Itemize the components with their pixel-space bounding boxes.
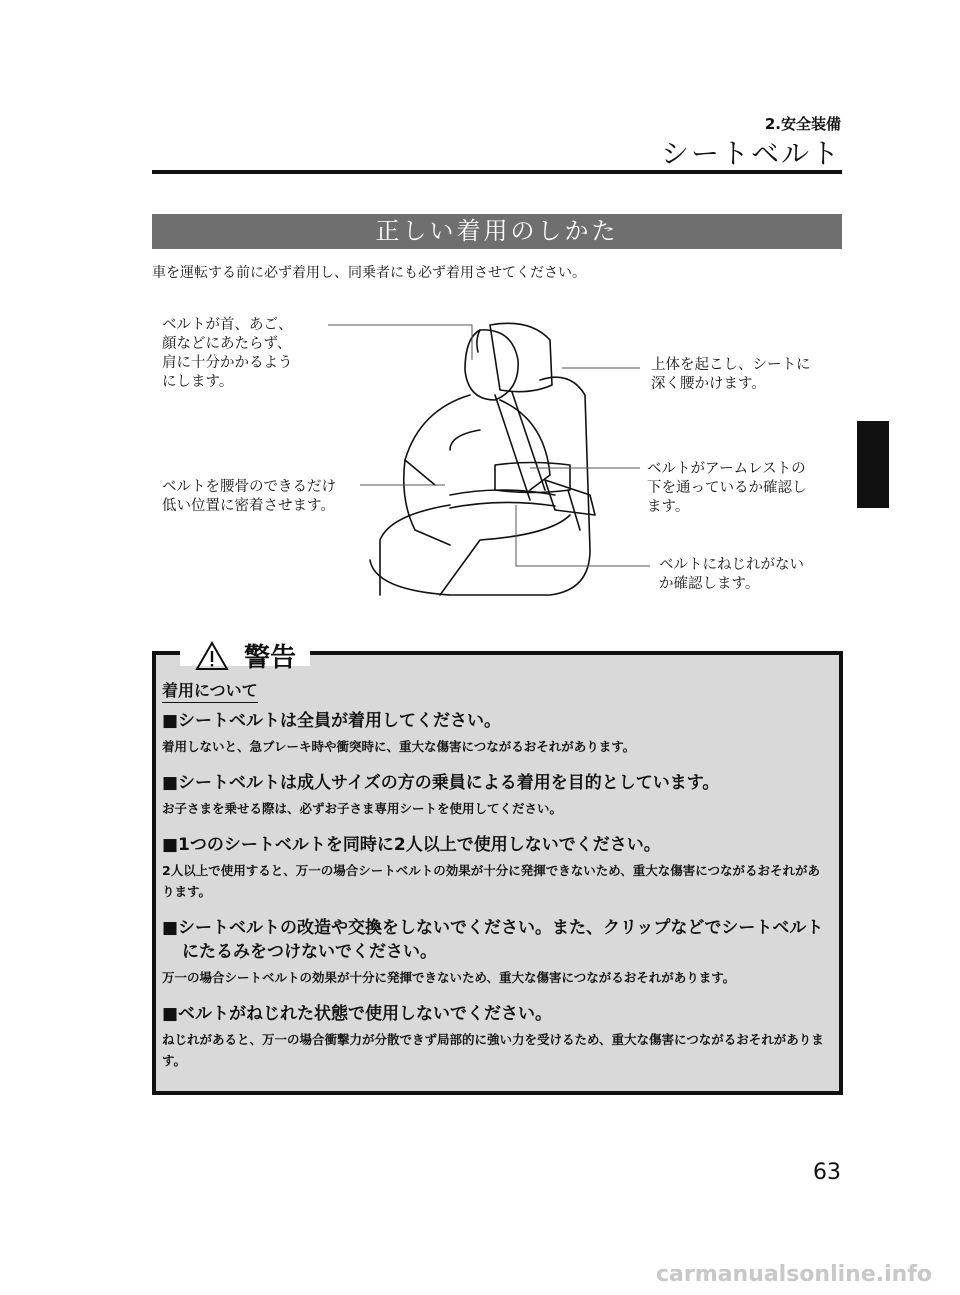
warning-item-body: 万一の場合シートベルトの効果が十分に発揮できないため、重大な傷害につながるおそれがあります。 [162,970,736,985]
intro-text: 車を運転する前に必ず着用し、同乗者にも必ず着用させてください。 [152,265,586,281]
warning-item-body: ねじれがあると、万一の場合衝撃力が分散できず局部的に強い力を受けるため、重大な傷害につながるおそれがあります。 [162,1032,824,1068]
callout-shoulder-position: ベルトが首、あご、 顔などにあたらず、 肩に十分かかるよう にします。 [162,317,293,390]
callout-posture: 上体を起こし、シートに 深く腰かけます。 [651,357,811,392]
warning-item [162,833,832,902]
warning-item-body: 2人以上で使用すると、万一の場合シートベルトの効果が十分に発揮できないため、重大な傷害につながるおそれがあります。 [162,863,820,899]
warning-item [162,1002,832,1071]
warning-item-heading: ■1つのシートベルトを同時に2人以上で使用しないでください。 [162,835,661,855]
watermark: carmanualsonline.info [656,1262,932,1287]
callout-armrest: ベルトがアームレストの 下を通っているか確認し ます。 [647,461,807,515]
warning-title: 警告 [244,643,297,673]
warning-item-heading: ■シートベルトは全員が着用してください。 [162,711,502,731]
warning-item [162,771,832,819]
warning-item-heading: ■ベルトがねじれた状態で使用しないでください。 [162,1004,553,1024]
warning-subheading: 着用について [162,678,258,703]
warning-triangle-icon [195,641,229,671]
section-banner: 正しい着用のしかた [152,214,842,249]
page-number: 63 [813,1160,841,1185]
warning-item-body: 着用しないと、急ブレーキ時や衝突時に、重大な傷害につながるおそれがあります。 [162,739,636,754]
warning-item [162,709,832,757]
warning-item-heading: ■シートベルトは成人サイズの方の乗員による着用を目的としています。 [162,773,720,793]
warning-item [162,916,832,988]
warning-content [162,678,832,1085]
chapter-tab [857,421,889,508]
warning-item-heading: ■シートベルトの改造や交換をしないでください。また、クリップなどでシートベルトにたるみをつけないでください。 [162,918,824,962]
warning-item-body: お子さまを乗せる際は、必ずお子さま専用シートを使用してください。 [162,801,563,816]
callout-twist-check: ベルトにねじれがない か確認します。 [659,557,804,592]
callout-hip-position: ベルトを腰骨のできるだけ 低い位置に密着させます。 [162,479,336,514]
title-rule [152,170,842,174]
page-title: シートベルト [660,137,841,170]
section-label: 2.安全装備 [764,115,841,133]
